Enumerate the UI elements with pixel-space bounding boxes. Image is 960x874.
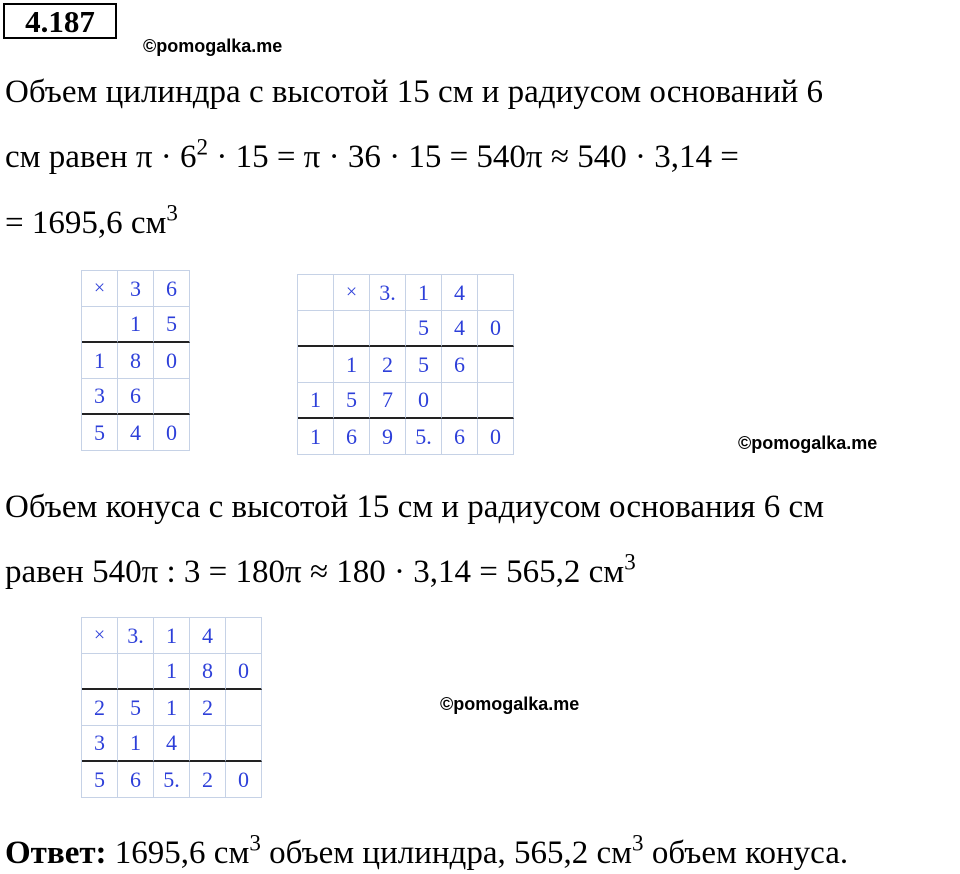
cone-text-part: равен 540π : 3 = 180π ≈ 180 · 3,14 = 565,2 см: [5, 554, 625, 590]
digit-cell: [298, 311, 334, 347]
digit-cell: 4: [442, 275, 478, 311]
cylinder-text-line-3: [5, 199, 178, 243]
digit-cell: 5.: [406, 419, 442, 455]
digit-cell: 2: [190, 762, 226, 798]
digit-cell: 4: [190, 618, 226, 654]
digit-cell: 0: [226, 654, 262, 690]
digit-cell: 0: [226, 762, 262, 798]
digit-cell: 4: [442, 311, 478, 347]
answer-text: 1695,6 см: [106, 835, 250, 871]
digit-cell: 1: [406, 275, 442, 311]
multiply-sign: ×: [334, 275, 370, 311]
multiplication-36-by-15: [81, 270, 190, 451]
digit-cell: [154, 379, 190, 415]
digit-cell: [478, 275, 514, 311]
digit-cell: 0: [154, 343, 190, 379]
digit-cell: 6: [334, 419, 370, 455]
digit-cell: 6: [154, 271, 190, 307]
digit-cell: [226, 618, 262, 654]
multiply-sign: ×: [82, 271, 118, 307]
exponent: 3: [632, 829, 644, 856]
watermark: ©pomogalka.me: [738, 433, 878, 453]
digit-cell: 1: [118, 307, 154, 343]
digit-cell: 0: [478, 311, 514, 347]
digit-cell: 7: [370, 383, 406, 419]
digit-cell: [190, 726, 226, 762]
digit-cell: [334, 311, 370, 347]
digit-cell: 5: [82, 415, 118, 451]
digit-cell: [82, 654, 118, 690]
answer-text: объем конуса.: [643, 835, 849, 871]
watermark: ©pomogalka.me: [440, 694, 580, 714]
exponent: 2: [196, 133, 209, 160]
digit-cell: 2: [190, 690, 226, 726]
digit-cell: 8: [118, 343, 154, 379]
digit-cell: 2: [370, 347, 406, 383]
digit-cell: 9: [370, 419, 406, 455]
digit-cell: 6: [442, 347, 478, 383]
cylinder-text-part: см равен π · 6: [5, 139, 197, 175]
digit-cell: 8: [190, 654, 226, 690]
digit-cell: [298, 347, 334, 383]
digit-cell: [226, 726, 262, 762]
digit-cell: 6: [118, 379, 154, 415]
digit-cell: [118, 654, 154, 690]
exponent: 3: [624, 548, 636, 575]
digit-cell: 1: [334, 347, 370, 383]
exponent: 3: [166, 199, 178, 226]
digit-cell: 2: [82, 690, 118, 726]
digit-cell: 5: [334, 383, 370, 419]
digit-cell: [370, 311, 406, 347]
cone-text-line-2: [5, 548, 636, 592]
digit-cell: 5: [118, 690, 154, 726]
digit-cell: [226, 690, 262, 726]
digit-cell: 4: [118, 415, 154, 451]
digit-cell: 1: [154, 654, 190, 690]
multiplication-314-by-540: [297, 274, 514, 455]
digit-cell: 0: [154, 415, 190, 451]
digit-cell: [82, 307, 118, 343]
watermark: ©pomogalka.me: [143, 36, 283, 56]
digit-cell: 5: [154, 307, 190, 343]
digit-cell: 0: [406, 383, 442, 419]
digit-cell: 3: [118, 271, 154, 307]
digit-cell: 1: [82, 343, 118, 379]
digit-cell: 1: [298, 383, 334, 419]
digit-cell: 1: [118, 726, 154, 762]
digit-cell: 4: [154, 726, 190, 762]
digit-cell: 0: [478, 419, 514, 455]
digit-cell: 6: [442, 419, 478, 455]
multiplication-314-by-180: [81, 617, 262, 798]
digit-cell: 6: [118, 762, 154, 798]
exponent: 3: [249, 829, 261, 856]
cylinder-text-line-2: [5, 133, 739, 177]
digit-cell: [478, 347, 514, 383]
cylinder-text-part: · 15 = π · 36 · 15 = 540π ≈ 540 · 3,14 =: [208, 139, 739, 175]
digit-cell: [442, 383, 478, 419]
cylinder-text-line-1: Объем цилиндра с высотой 15 см и радиусом оснований 6: [5, 74, 824, 110]
cylinder-result: = 1695,6 см: [5, 205, 167, 241]
digit-cell: 3: [82, 726, 118, 762]
digit-cell: 5: [82, 762, 118, 798]
digit-cell: 5.: [154, 762, 190, 798]
answer-text: объем цилиндра, 565,2 см: [260, 835, 633, 871]
multiply-sign: ×: [82, 618, 118, 654]
answer-line: [5, 829, 849, 873]
digit-cell: 1: [298, 419, 334, 455]
answer-label: Ответ:: [5, 835, 107, 871]
digit-cell: 1: [154, 618, 190, 654]
digit-cell: 1: [154, 690, 190, 726]
digit-cell: [478, 383, 514, 419]
digit-cell: 3: [82, 379, 118, 415]
digit-cell: 5: [406, 347, 442, 383]
digit-cell: 3.: [370, 275, 406, 311]
digit-cell: 3.: [118, 618, 154, 654]
digit-cell: 5: [406, 311, 442, 347]
digit-cell: [298, 275, 334, 311]
problem-number: 4.187: [3, 3, 117, 39]
cone-text-line-1: Объем конуса с высотой 15 см и радиусом основания 6 см: [5, 489, 825, 525]
